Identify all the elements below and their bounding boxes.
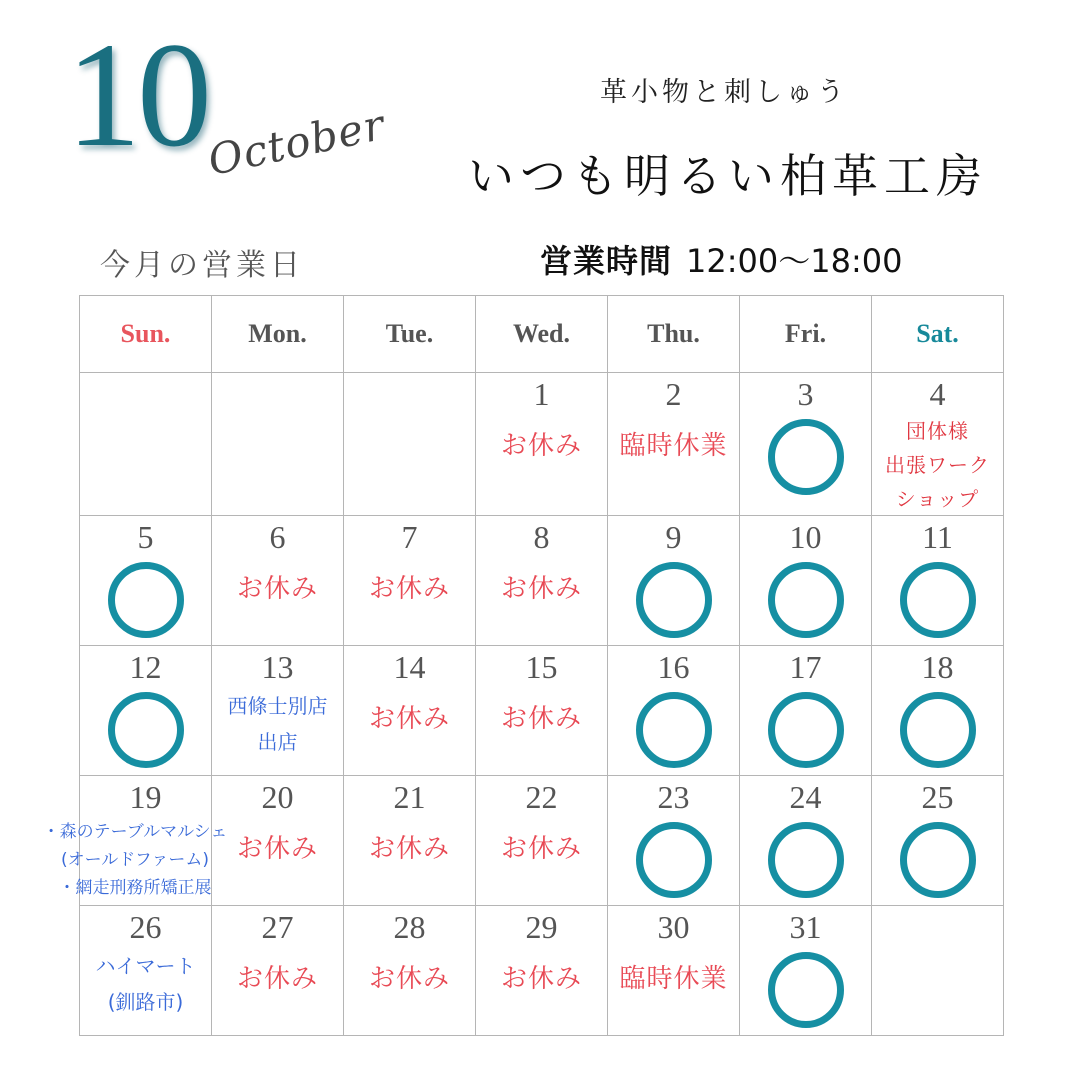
day-cell	[872, 516, 1004, 646]
day-number: 3	[797, 376, 814, 412]
closed-label: お休み	[368, 834, 450, 864]
day-number: 16	[657, 649, 690, 685]
weekday-sat: Sat.	[872, 296, 1004, 373]
hours-value: 12:00〜18:00	[686, 242, 903, 280]
closed-label: お休み	[500, 834, 582, 864]
day-cell	[872, 373, 1004, 516]
day-cell	[476, 776, 608, 906]
open-day-circle-icon	[768, 562, 844, 638]
day-number: 20	[261, 779, 294, 815]
event-note-line: (釧路市)	[107, 990, 184, 1014]
day-number: 1	[533, 376, 550, 412]
day-cell	[608, 906, 740, 1036]
day-cell	[476, 646, 608, 776]
day-number: 10	[789, 519, 822, 555]
weekday-thu: Thu.	[608, 296, 740, 373]
open-day-circle-icon	[108, 692, 184, 768]
week-row	[80, 373, 1004, 516]
day-cell	[212, 646, 344, 776]
day-number: 18	[921, 649, 954, 685]
open-day-circle-icon	[900, 822, 976, 898]
day-number: 30	[657, 909, 690, 945]
day-cell	[608, 776, 740, 906]
hours-label: 営業時間	[540, 242, 673, 280]
closed-label: お休み	[500, 431, 582, 461]
empty-day-cell	[344, 373, 476, 516]
event-note-line: 団体様	[906, 419, 969, 443]
day-number: 21	[393, 779, 426, 815]
closed-label: お休み	[500, 574, 582, 604]
day-number: 12	[129, 649, 162, 685]
weekday-sun: Sun.	[80, 296, 212, 373]
week-row	[80, 776, 1004, 906]
day-cell	[476, 906, 608, 1036]
day-cell	[476, 373, 608, 516]
closed-label: お休み	[368, 704, 450, 734]
event-note-line: ・網走刑務所矯正展	[58, 878, 212, 898]
empty-day-cell	[80, 373, 212, 516]
weekday-tue: Tue.	[344, 296, 476, 373]
day-cell	[740, 906, 872, 1036]
day-number: 2	[665, 376, 682, 412]
closed-label: お休み	[236, 964, 318, 994]
day-number: 14	[393, 649, 426, 685]
day-number: 15	[525, 649, 558, 685]
event-note-line: ハイマート	[95, 954, 196, 978]
empty-day-cell	[872, 906, 1004, 1036]
closed-label: お休み	[368, 964, 450, 994]
closed-label: お休み	[368, 574, 450, 604]
day-cell	[344, 776, 476, 906]
day-cell	[608, 646, 740, 776]
day-cell	[42, 776, 228, 906]
open-day-circle-icon	[636, 562, 712, 638]
event-note-line: 西條士別店	[227, 694, 328, 718]
day-number: 23	[657, 779, 690, 815]
event-note-line: ショップ	[895, 487, 980, 511]
day-cell	[608, 373, 740, 516]
weekday-mon: Mon.	[212, 296, 344, 373]
day-number: 27	[261, 909, 294, 945]
day-cell	[740, 516, 872, 646]
empty-day-cell	[212, 373, 344, 516]
open-day-circle-icon	[108, 562, 184, 638]
day-cell	[344, 906, 476, 1036]
day-number: 29	[525, 909, 558, 945]
open-day-circle-icon	[768, 952, 844, 1028]
closed-label: お休み	[236, 574, 318, 604]
month-name: October	[203, 99, 390, 185]
open-day-circle-icon	[768, 692, 844, 768]
day-cell	[80, 906, 212, 1036]
day-cell	[344, 516, 476, 646]
weekday-fri: Fri.	[740, 296, 872, 373]
day-cell	[872, 776, 1004, 906]
day-cell	[212, 516, 344, 646]
closed-label: お休み	[500, 964, 582, 994]
day-number: 28	[393, 909, 426, 945]
day-cell	[608, 516, 740, 646]
open-day-circle-icon	[900, 692, 976, 768]
day-number: 9	[665, 519, 682, 555]
event-note-line: 出張ワーク	[885, 453, 990, 477]
day-cell	[476, 516, 608, 646]
day-number: 22	[525, 779, 558, 815]
shop-subtitle: 革小物と刺しゅう	[600, 77, 848, 108]
day-number: 11	[922, 519, 953, 555]
day-number: 5	[137, 519, 154, 555]
day-number: 25	[921, 779, 954, 815]
business-hours	[540, 236, 902, 282]
closed-label: お休み	[500, 704, 582, 734]
day-cell	[80, 646, 212, 776]
open-day-circle-icon	[768, 419, 844, 495]
day-number: 31	[789, 909, 822, 945]
day-cell	[80, 516, 212, 646]
day-number: 24	[789, 779, 822, 815]
open-day-circle-icon	[768, 822, 844, 898]
day-number: 19	[129, 779, 162, 815]
day-cell	[212, 906, 344, 1036]
day-cell	[740, 646, 872, 776]
day-number: 6	[269, 519, 286, 555]
section-label: 今月の営業日	[100, 248, 304, 283]
week-row	[80, 906, 1004, 1036]
day-number: 17	[789, 649, 822, 685]
event-note-line: (オールドファーム)	[60, 850, 210, 870]
closed-label: 臨時休業	[619, 431, 728, 461]
day-cell	[740, 373, 872, 516]
open-day-circle-icon	[636, 822, 712, 898]
calendar-grid	[42, 295, 1004, 1036]
day-number: 8	[533, 519, 550, 555]
day-cell	[872, 646, 1004, 776]
open-day-circle-icon	[900, 562, 976, 638]
day-number: 13	[261, 649, 294, 685]
closed-label: 臨時休業	[619, 964, 728, 994]
day-cell	[344, 646, 476, 776]
day-cell	[212, 776, 344, 906]
day-cell	[740, 776, 872, 906]
event-note-line: 出店	[257, 730, 298, 754]
month-number: 10	[66, 12, 208, 178]
event-note-line: ・森のテーブルマルシェ	[42, 822, 228, 842]
weekday-header-row	[80, 296, 1004, 373]
day-number: 26	[129, 909, 162, 945]
closed-label: お休み	[236, 834, 318, 864]
open-day-circle-icon	[636, 692, 712, 768]
week-row	[80, 516, 1004, 646]
day-number: 4	[929, 376, 946, 412]
shop-name: いつも明るい柏革工房	[468, 149, 988, 203]
week-row	[80, 646, 1004, 776]
day-number: 7	[401, 519, 418, 555]
weekday-wed: Wed.	[476, 296, 608, 373]
